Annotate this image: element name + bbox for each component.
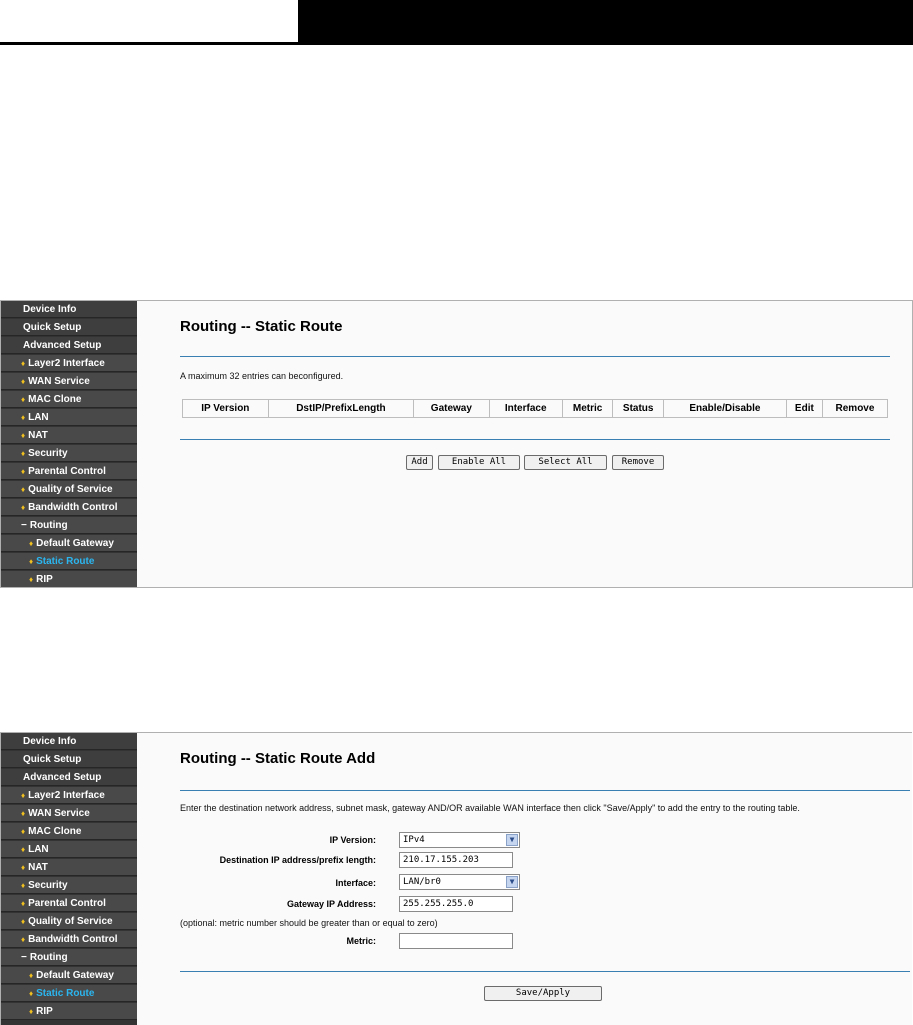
sidebar-item-mac-clone[interactable] [1, 391, 137, 408]
sidebar-item-label: RIP [36, 574, 53, 585]
main-content [138, 301, 912, 587]
col-enable-disable: Enable/Disable [663, 400, 786, 418]
bullet-icon: ♦ [21, 449, 26, 458]
bullet-icon: ♦ [21, 485, 26, 494]
sidebar-item-static-route[interactable] [1, 553, 137, 570]
ip-version-label: IP Version: [329, 835, 376, 845]
col-interface: Interface [489, 400, 562, 418]
sidebar-item-wan-service[interactable] [1, 805, 137, 822]
sidebar-item-nat[interactable] [1, 427, 137, 444]
sidebar-item-label: Default Gateway [36, 538, 114, 549]
bullet-icon: ♦ [29, 971, 34, 980]
screenshot-static-route [0, 300, 913, 588]
page-title: Routing -- Static Route Add [180, 750, 376, 767]
sidebar-item-layer2-interface[interactable] [1, 787, 137, 804]
sidebar-item-label: MAC Clone [28, 394, 82, 405]
enable-all-button[interactable]: Enable All [438, 455, 520, 470]
form-divider [180, 971, 910, 972]
max-entries-note: A maximum 32 entries can beconfigured. [180, 371, 344, 381]
header-rule [0, 42, 913, 45]
bullet-icon: ♦ [21, 359, 26, 368]
ip-version-select[interactable] [399, 832, 520, 848]
routes-table [182, 399, 888, 418]
bullet-icon: ♦ [21, 791, 26, 800]
sidebar-nav [1, 301, 137, 587]
bullet-icon: ♦ [21, 413, 26, 422]
sidebar-item-label: Static Route [36, 556, 95, 567]
sidebar-item-security[interactable] [1, 877, 137, 894]
sidebar-item-label: Security [28, 880, 68, 891]
bullet-icon: − [21, 952, 27, 963]
sidebar-item-label: Layer2 Interface [28, 358, 105, 369]
bullet-icon: ♦ [21, 935, 26, 944]
sidebar-item-label: Advanced Setup [23, 772, 102, 783]
ip-version-value: IPv4 [403, 835, 425, 845]
metric-note: (optional: metric number should be greater than or equal to zero) [180, 918, 438, 928]
sidebar-item-default-gateway[interactable] [1, 535, 137, 552]
sidebar-item-label: LAN [28, 412, 49, 423]
metric-label: Metric: [346, 936, 376, 946]
bullet-icon: − [21, 520, 27, 531]
bullet-icon: ♦ [29, 575, 34, 584]
save-apply-button[interactable]: Save/Apply [484, 986, 602, 1001]
interface-value: LAN/br0 [403, 877, 441, 887]
page-title: Routing -- Static Route [180, 318, 343, 335]
sidebar-item-parental-control[interactable] [1, 895, 137, 912]
sidebar-item-label: Parental Control [28, 466, 106, 477]
interface-label: Interface: [335, 878, 376, 888]
sidebar-item-device-info[interactable] [1, 733, 137, 750]
bullet-icon: ♦ [21, 503, 26, 512]
sidebar-item-security[interactable] [1, 445, 137, 462]
instructions-note: Enter the destination network address, subnet mask, gateway AND/OR available WAN interface then click "Save/Apply" to add the entry to the routing table. [180, 803, 800, 813]
sidebar-item-rip[interactable] [1, 1003, 137, 1020]
sidebar-item-nat[interactable] [1, 859, 137, 876]
chevron-down-icon: ▼ [506, 834, 518, 846]
sidebar-item-label: Parental Control [28, 898, 106, 909]
sidebar-item-label: Layer2 Interface [28, 790, 105, 801]
sidebar-item-label: RIP [36, 1006, 53, 1017]
table-divider [180, 439, 890, 440]
table-header-row [183, 400, 888, 418]
col-ip-version: IP Version [183, 400, 269, 418]
remove-button[interactable]: Remove [612, 455, 664, 470]
main-content [138, 733, 912, 1025]
sidebar-item-mac-clone[interactable] [1, 823, 137, 840]
sidebar-item-advanced-setup[interactable] [1, 337, 137, 354]
bullet-icon: ♦ [29, 539, 34, 548]
header-black-bar [298, 0, 913, 42]
select-all-button[interactable]: Select All [524, 455, 607, 470]
bullet-icon: ♦ [29, 1007, 34, 1016]
sidebar-item-label: Device Info [23, 736, 77, 747]
sidebar-item-routing[interactable] [1, 517, 137, 534]
sidebar-item-label: Quality of Service [28, 484, 113, 495]
bullet-icon: ♦ [21, 395, 26, 404]
bullet-icon: ♦ [29, 557, 34, 566]
sidebar-item-label: Advanced Setup [23, 340, 102, 351]
bullet-icon: ♦ [21, 467, 26, 476]
dest-ip-input[interactable]: 210.17.155.203 [399, 852, 513, 868]
interface-select[interactable] [399, 874, 520, 890]
sidebar-item-quality-of-service[interactable] [1, 913, 137, 930]
sidebar-item-layer2-interface[interactable] [1, 355, 137, 372]
sidebar-item-label: Device Info [23, 304, 77, 315]
sidebar-item-label: Static Route [36, 988, 95, 999]
title-divider [180, 790, 910, 791]
sidebar-item-device-info[interactable] [1, 301, 137, 318]
bullet-icon: ♦ [21, 845, 26, 854]
sidebar-item-parental-control[interactable] [1, 463, 137, 480]
sidebar-item-wan-service[interactable] [1, 373, 137, 390]
gateway-ip-label: Gateway IP Address: [286, 899, 376, 909]
sidebar-item-advanced-setup[interactable] [1, 769, 137, 786]
sidebar-item-label: Quality of Service [28, 916, 113, 927]
bullet-icon: ♦ [21, 377, 26, 386]
col-status: Status [613, 400, 664, 418]
bullet-icon: ♦ [21, 863, 26, 872]
sidebar-item-label: Default Gateway [36, 970, 114, 981]
bullet-icon: ♦ [29, 989, 34, 998]
bullet-icon: ♦ [21, 809, 26, 818]
metric-input[interactable] [399, 933, 513, 949]
sidebar-item-label: NAT [28, 862, 48, 873]
title-divider [180, 356, 890, 357]
screenshot-static-route-add [0, 732, 912, 1025]
add-button[interactable]: Add [406, 455, 433, 470]
chevron-down-icon: ▼ [506, 876, 518, 888]
bullet-icon: ♦ [21, 827, 26, 836]
bullet-icon: ♦ [21, 431, 26, 440]
dest-ip-label: Destination IP address/prefix length: [219, 855, 376, 865]
col-gateway: Gateway [414, 400, 489, 418]
sidebar-item-label: Bandwidth Control [28, 934, 118, 945]
sidebar-item-quick-setup[interactable] [1, 319, 137, 336]
gateway-ip-input[interactable]: 255.255.255.0 [399, 896, 513, 912]
col-dstip: DstIP/PrefixLength [268, 400, 414, 418]
sidebar-item-quality-of-service[interactable] [1, 481, 137, 498]
sidebar-item-label: Quick Setup [23, 322, 82, 333]
sidebar-item-label: Routing [29, 520, 68, 531]
sidebar-item-label: WAN Service [28, 376, 90, 387]
sidebar-item-bandwidth-control[interactable] [1, 499, 137, 516]
col-metric: Metric [562, 400, 613, 418]
sidebar-item-quick-setup[interactable] [1, 751, 137, 768]
sidebar-item-label: WAN Service [28, 808, 90, 819]
sidebar-nav [1, 733, 137, 1025]
sidebar-item-label: Security [28, 448, 68, 459]
sidebar-item-lan[interactable] [1, 841, 137, 858]
sidebar-item-lan[interactable] [1, 409, 137, 426]
sidebar-item-default-gateway[interactable] [1, 967, 137, 984]
sidebar-item-label: Bandwidth Control [28, 502, 118, 513]
sidebar-item-bandwidth-control[interactable] [1, 931, 137, 948]
sidebar-item-label: Quick Setup [23, 754, 82, 765]
sidebar-item-label: Routing [29, 952, 68, 963]
col-remove: Remove [822, 400, 887, 418]
sidebar-item-label: MAC Clone [28, 826, 82, 837]
col-edit: Edit [786, 400, 822, 418]
bullet-icon: ♦ [21, 881, 26, 890]
bullet-icon: ♦ [21, 917, 26, 926]
sidebar-item-label: NAT [28, 430, 48, 441]
bullet-icon: ♦ [21, 899, 26, 908]
sidebar-item-rip[interactable] [1, 571, 137, 588]
sidebar-item-routing[interactable] [1, 949, 137, 966]
sidebar-item-label: LAN [28, 844, 49, 855]
sidebar-item-static-route[interactable] [1, 985, 137, 1002]
